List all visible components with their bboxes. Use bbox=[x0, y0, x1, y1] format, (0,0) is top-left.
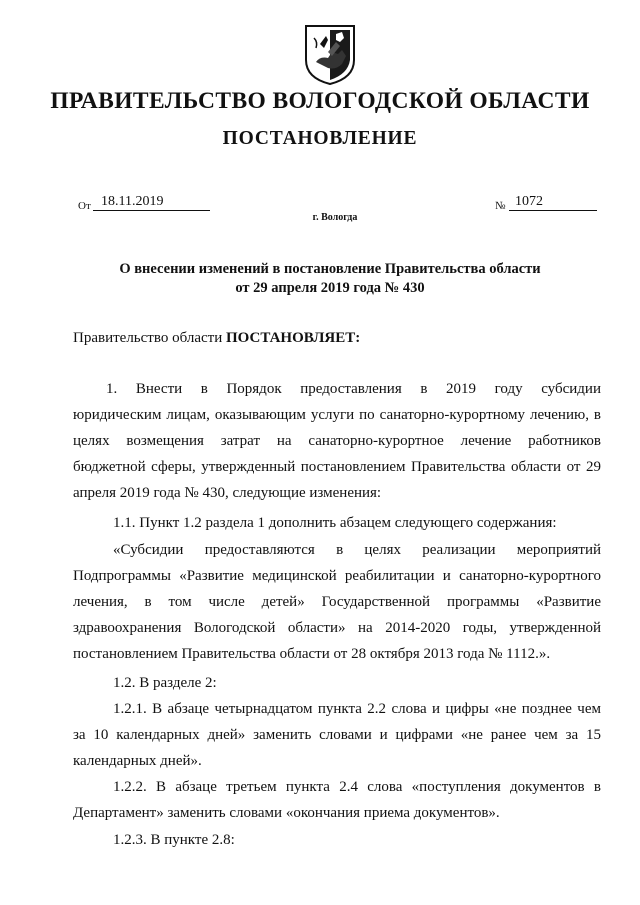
paragraph-line: календарных дней». bbox=[73, 753, 202, 769]
paragraph-line: 1.2. В разделе 2: bbox=[113, 675, 217, 691]
number-prefix: № bbox=[495, 200, 506, 212]
subject-line-1: О внесении изменений в постановление Правительства области bbox=[119, 261, 541, 277]
paragraph-line: 1.2.2. В абзаце третьем пункта 2.4 слова «поступления документов в bbox=[113, 779, 601, 795]
paragraph-line: за 10 календарных дней» заменить словами и цифрами «не ранее чем за 15 bbox=[73, 727, 601, 743]
paragraph-1-2-2 bbox=[73, 774, 601, 826]
preamble bbox=[73, 330, 360, 347]
decree-date: 18.11.2019 bbox=[93, 192, 210, 211]
paragraph-line: Департамент» заменить словами «окончания приема документов». bbox=[73, 805, 500, 821]
paragraph-1-2 bbox=[73, 670, 601, 696]
paragraph-1 bbox=[73, 376, 601, 506]
paragraph-line: постановлением Правительства области от 28 октября 2013 года № 1112.». bbox=[73, 646, 551, 662]
city-label: г. Вологда bbox=[312, 212, 358, 223]
paragraph-line: бюджетной сферы, утвержденный постановлением Правительства области от 29 bbox=[73, 459, 601, 475]
government-title: ПРАВИТЕЛЬСТВО ВОЛОГОДСКОЙ ОБЛАСТИ bbox=[50, 88, 590, 114]
subject-line-2: от 29 апреля 2019 года № 430 bbox=[235, 280, 425, 296]
paragraph-1-2-3 bbox=[73, 827, 601, 853]
paragraph-line: 1. Внести в Порядок предоставления в 2019 году субсидии bbox=[106, 381, 601, 397]
paragraph-line: юридическим лицам, оказывающим услуги по санаторно-курортному лечению, в bbox=[73, 407, 601, 423]
preamble-keyword: ПОСТАНОВЛЯЕТ: bbox=[225, 330, 361, 346]
paragraph-1-2-1 bbox=[73, 696, 601, 774]
decree-number: 1072 bbox=[509, 192, 597, 211]
date-prefix: От bbox=[78, 200, 91, 212]
paragraph-1-1 bbox=[73, 510, 601, 536]
document-type-title: ПОСТАНОВЛЕНИЕ bbox=[222, 128, 418, 149]
decree-subject bbox=[90, 260, 570, 298]
paragraph-line: 1.1. Пункт 1.2 раздела 1 дополнить абзацем следующего содержания: bbox=[113, 515, 557, 531]
preamble-text: Правительство области bbox=[73, 330, 226, 346]
paragraph-line: Подпрограммы «Развитие медицинской реабилитации и санаторно-курортного bbox=[73, 568, 601, 584]
paragraph-line: апреля 2019 года № 430, следующие изменения: bbox=[73, 485, 382, 501]
coat-of-arms-emblem bbox=[302, 22, 358, 86]
paragraph-line: 1.2.1. В абзаце четырнадцатом пункта 2.2 слова и цифры «не позднее чем bbox=[113, 701, 601, 717]
paragraph-quote bbox=[73, 537, 601, 667]
paragraph-line: целях возмещения затрат на санаторно-курортное лечение работников bbox=[73, 433, 601, 449]
paragraph-line: здравоохранения Вологодской области» на 2014-2020 годы, утвержденной bbox=[73, 620, 601, 636]
paragraph-line: 1.2.3. В пункте 2.8: bbox=[113, 832, 235, 848]
paragraph-line: лечения, в том числе детей» Государственной программы «Развитие bbox=[73, 594, 601, 610]
paragraph-line: «Субсидии предоставляются в целях реализации мероприятий bbox=[113, 542, 601, 558]
